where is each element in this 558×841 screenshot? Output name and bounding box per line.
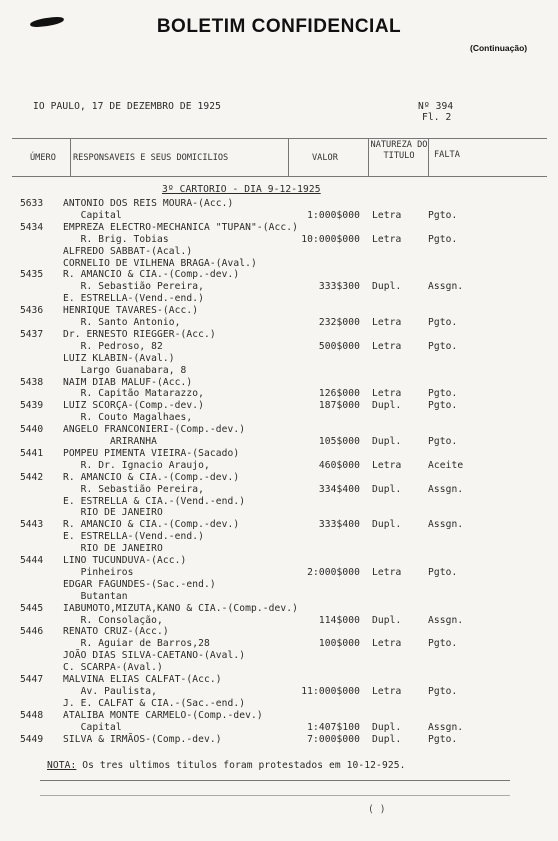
entry-number: 5443 bbox=[20, 519, 44, 531]
entry-text: R. Sebastião Pereira, bbox=[63, 483, 205, 495]
entry-number: 5434 bbox=[20, 221, 44, 233]
entry-number: 5445 bbox=[20, 602, 44, 614]
entry-fault: Assgn. bbox=[428, 281, 464, 293]
entry-value: 7:000$000 bbox=[307, 733, 360, 745]
entry-number: 5444 bbox=[20, 555, 44, 566]
entry-text: R. Dr. Ignacio Araujo, bbox=[63, 459, 210, 471]
entry-text: SILVA & IRMÃOS-(Comp.-dev.) bbox=[63, 733, 222, 745]
entry-text: E. ESTRELLA-(Vend.-end.) bbox=[63, 293, 205, 305]
footnote bbox=[47, 760, 405, 771]
entry-nature: Dupl. bbox=[372, 519, 402, 531]
entry-number: 5441 bbox=[20, 447, 44, 459]
entry-text: Dr. ERNESTO RIEGGER-(Acc.) bbox=[63, 328, 216, 340]
sheet-number: Fl. 2 bbox=[422, 112, 452, 123]
entry-number: 5442 bbox=[20, 471, 44, 483]
entry-number: 5633 bbox=[20, 198, 44, 209]
entry-text: MALVINA ELIAS CALFAT-(Acc.) bbox=[63, 674, 222, 685]
entry-text: Pinheiros bbox=[63, 566, 134, 578]
entry-value: 10:000$000 bbox=[301, 233, 360, 245]
entry-text: Butantan bbox=[63, 590, 128, 602]
entry-text: RIO DE JANEIRO bbox=[63, 507, 163, 519]
entry-value: 100$000 bbox=[318, 638, 360, 650]
entry-text: RENATO CRUZ-(Acc.) bbox=[63, 626, 169, 638]
entry-fault: Pgto. bbox=[428, 638, 458, 650]
entry-number: 5437 bbox=[20, 328, 44, 340]
entry-text: Capital bbox=[63, 209, 122, 221]
entry-text: LUIZ SCORÇA-(Comp.-dev.) bbox=[63, 400, 205, 412]
document-number: Nº 394 bbox=[418, 101, 454, 112]
entry-text: Largo Guanabara, 8 bbox=[63, 364, 187, 376]
header-number: ÚMERO bbox=[30, 153, 56, 163]
place-date: IO PAULO, 17 DE DEZEMBRO DE 1925 bbox=[33, 101, 222, 112]
entry-value: 1:000$000 bbox=[307, 209, 360, 221]
entry-fault: Assgn. bbox=[428, 519, 464, 531]
entry-value: 460$000 bbox=[318, 459, 360, 471]
entry-text: ALFREDO SABBAT-(Acal.) bbox=[63, 245, 193, 257]
entry-text: R. Pedroso, 82 bbox=[63, 340, 163, 352]
table-top-rule bbox=[12, 138, 547, 139]
table-header-bottom-rule bbox=[12, 176, 547, 177]
entry-text: R. Couto Magalhaes, bbox=[63, 412, 193, 424]
entry-text: Capital bbox=[63, 721, 122, 733]
entry-number: 5446 bbox=[20, 626, 44, 638]
entry-text: JOÃO DIAS SILVA-CAETANO-(Aval.) bbox=[63, 650, 246, 662]
entry-fault: Pgto. bbox=[428, 209, 458, 221]
entry-number: 5439 bbox=[20, 400, 44, 412]
entry-text: E. ESTRELLA & CIA.-(Vend.-end.) bbox=[63, 495, 246, 507]
entry-number: 5438 bbox=[20, 376, 44, 388]
document-title: BOLETIM CONFIDENCIAL bbox=[156, 16, 402, 37]
entry-nature: Dupl. bbox=[372, 721, 402, 733]
entry-text: C. SCARPA-(Aval.) bbox=[63, 662, 163, 674]
entry-number: 5436 bbox=[20, 305, 44, 317]
entry-text: HENRIQUE TAVARES-(Acc.) bbox=[63, 305, 199, 317]
entry-fault: Pgto. bbox=[428, 400, 458, 412]
entry-nature: Dupl. bbox=[372, 400, 402, 412]
header-responsible: RESPONSAVEIS E SEUS DOMICILIOS bbox=[73, 153, 229, 163]
entry-text: R. AMANCIO & CIA.-(Comp.-dev.) bbox=[63, 519, 240, 531]
col-divider bbox=[288, 138, 289, 176]
entry-nature: Letra bbox=[372, 340, 402, 352]
pen-mark: ( ) bbox=[368, 804, 386, 815]
entry-fault: Pgto. bbox=[428, 340, 458, 352]
entry-nature: Letra bbox=[372, 566, 402, 578]
entry-text: E. ESTRELLA-(Vend.-end.) bbox=[63, 531, 205, 543]
entry-text: J. E. CALFAT & CIA.-(Sac.-end.) bbox=[63, 697, 246, 709]
footer-rule bbox=[40, 780, 510, 781]
entry-value: 232$000 bbox=[318, 317, 360, 328]
entry-nature: Letra bbox=[372, 459, 402, 471]
entry-text: R. AMANCIO & CIA.-(Comp.-dev.) bbox=[63, 471, 240, 483]
entry-text: ANTONIO DOS REIS MOURA-(Acc.) bbox=[63, 198, 234, 209]
entry-value: 333$300 bbox=[318, 281, 360, 293]
entry-value: 187$000 bbox=[318, 400, 360, 412]
entry-nature: Dupl. bbox=[372, 733, 402, 745]
entry-fault: Pgto. bbox=[428, 685, 458, 697]
entry-nature: Dupl. bbox=[372, 281, 402, 293]
entry-number: 5440 bbox=[20, 424, 44, 436]
entry-value: 333$400 bbox=[318, 519, 360, 531]
entry-text: R. AMANCIO & CIA.-(Comp.-dev.) bbox=[63, 269, 240, 281]
entry-nature: Letra bbox=[372, 685, 402, 697]
entry-text: RIO DE JANEIRO bbox=[63, 543, 163, 555]
entry-value: 334$400 bbox=[318, 483, 360, 495]
entry-value: 105$000 bbox=[318, 436, 360, 447]
entry-value: 2:000$000 bbox=[307, 566, 360, 578]
entry-fault: Pgto. bbox=[428, 733, 458, 745]
entry-number: 5447 bbox=[20, 674, 44, 685]
entry-fault: Assgn. bbox=[428, 483, 464, 495]
header-fault: FALTA bbox=[434, 150, 460, 160]
continuation-label: (Continuação) bbox=[470, 43, 528, 53]
entry-text: R. Sebastião Pereira, bbox=[63, 281, 205, 293]
entry-text: ANGELO FRANCONIERI-(Comp.-dev.) bbox=[63, 424, 246, 436]
col-divider bbox=[70, 138, 71, 176]
entry-text: POMPEU PIMENTA VIEIRA-(Sacado) bbox=[63, 447, 240, 459]
entry-number: 5449 bbox=[20, 733, 44, 745]
entry-fault: Pgto. bbox=[428, 436, 458, 447]
entry-fault: Pgto. bbox=[428, 233, 458, 245]
entry-value: 500$000 bbox=[318, 340, 360, 352]
header-value: VALOR bbox=[312, 153, 338, 163]
col-divider bbox=[368, 138, 369, 176]
entry-nature: Dupl. bbox=[372, 436, 402, 447]
entry-text: EDGAR FAGUNDES-(Sac.-end.) bbox=[63, 578, 216, 590]
entry-text: R. Santo Antonio, bbox=[63, 317, 181, 328]
entry-text: NAIM DIAB MALUF-(Acc.) bbox=[63, 376, 193, 388]
entry-nature: Dupl. bbox=[372, 483, 402, 495]
section-heading: 3º CARTORIO - DIA 9-12-1925 bbox=[162, 184, 321, 195]
note-text: Os tres ultimos titulos foram protestados em 10-12-925. bbox=[76, 760, 406, 771]
entry-text: ARIRANHA bbox=[63, 436, 158, 447]
entry-value: 114$000 bbox=[318, 614, 360, 626]
entry-number: 5435 bbox=[20, 269, 44, 281]
header-nature: NATUREZA DO TITULO bbox=[370, 140, 428, 161]
note-label: NOTA: bbox=[47, 760, 77, 771]
entry-nature: Letra bbox=[372, 317, 402, 328]
entry-fault: Pgto. bbox=[428, 566, 458, 578]
entry-value: 11:000$000 bbox=[301, 685, 360, 697]
entry-text: R. Aguiar de Barros,28 bbox=[63, 638, 210, 650]
entry-text: IABUMOTO,MIZUTA,KANO & CIA.-(Comp.-dev.) bbox=[63, 602, 299, 614]
entry-nature: Dupl. bbox=[372, 614, 402, 626]
footer-rule bbox=[40, 795, 510, 796]
entry-fault: Pgto. bbox=[428, 317, 458, 328]
col-divider bbox=[428, 138, 429, 176]
entry-fault: Aceite bbox=[428, 459, 464, 471]
entry-nature: Letra bbox=[372, 638, 402, 650]
entry-fault: Pgto. bbox=[428, 388, 458, 400]
entry-text: CORNELIO DE VILHENA BRAGA-(Aval.) bbox=[63, 257, 257, 269]
entry-nature: Letra bbox=[372, 233, 402, 245]
entry-value: 126$000 bbox=[318, 388, 360, 400]
entry-text: LINO TUCUNDUVA-(Acc.) bbox=[63, 555, 187, 566]
entry-nature: Letra bbox=[372, 388, 402, 400]
entry-value: 1:407$100 bbox=[307, 721, 360, 733]
entry-number: 5448 bbox=[20, 709, 44, 721]
entry-text: EMPREZA ELECTRO-MECHANICA "TUPAN"-(Acc.) bbox=[63, 221, 299, 233]
entry-fault: Assgn. bbox=[428, 721, 464, 733]
entry-text: R. Brig. Tobias bbox=[63, 233, 169, 245]
entry-text: Av. Paulista, bbox=[63, 685, 158, 697]
entry-fault: Assgn. bbox=[428, 614, 464, 626]
entry-text: ATALIBA MONTE CARMELO-(Comp.-dev.) bbox=[63, 709, 263, 721]
entry-text: R. Capitão Matarazzo, bbox=[63, 388, 205, 400]
entry-nature: Letra bbox=[372, 209, 402, 221]
entry-text: LUIZ KLABIN-(Aval.) bbox=[63, 352, 175, 364]
entry-text: R. Consolação, bbox=[63, 614, 163, 626]
